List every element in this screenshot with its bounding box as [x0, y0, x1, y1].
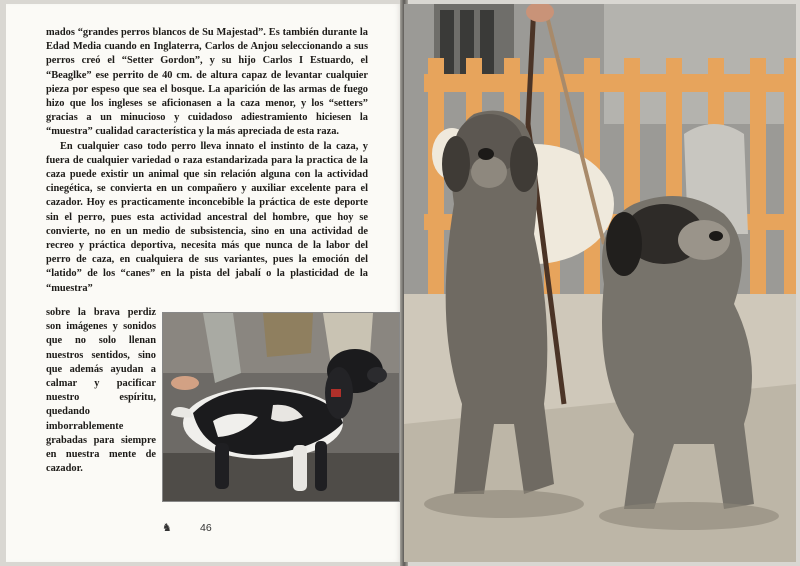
spaniel-illustration — [163, 313, 399, 501]
wirehaired-dogs-illustration — [404, 4, 796, 562]
right-page-photo — [404, 4, 796, 562]
hunter-logo-icon: ♞ — [162, 522, 172, 534]
paragraph-2: En cualquier caso todo perro lleva innato el instinto de la caza, y fuera de cualquier variedad o raza estandarizada para la practica de la caza puede existir un animal que sin relación alguna con la actividad cinegética, se convierta en un compañero y auxiliar excelente para el cazador. Hoy es practicamente inconcebible la práctica de este deporte sin el perro, pues esta actividad ancestral del hombre, que hoy se convierte, no en un medio de subsistencia, sino en una actividad de recreo y práctica deportiva, necesita más que nunca de la labor del perro de caza, en cualquiera de sus variantes, pues la emoción del “latido” de los “canes” en la pista del jabalí o la plasticidad de la “muestra” — [46, 140, 368, 294]
paragraph-1: mados “grandes perros blancos de Su Majestad”. Es también durante la Edad Media cuando en Inglaterra, Carlos de Anjou seleccionando a sus perros creó el “Setter Gordon”, y su hijo Carlos I Estuardo, el “Beaglke” ese perrito de 40 cm. de altura capaz de levantar cualquier pieza por espeso que sea el bosque. La aparición de las armas de fuego hizo que los ingleses se aficionasen a la caza menor, y los “setters” gracias a un minucioso y cuidadoso adiestramiento hiciesen la “muestra” cualidad característica y la más apreciada de esta raza. — [46, 27, 368, 138]
body-text — [46, 26, 368, 296]
page-number: 46 — [200, 522, 212, 534]
paragraph-3: sobre la brava perdiz son imágenes y sonidos que no solo llenan nuestros sentidos, sino que además ayudan a calmar y pacificar nuestro espíritu, quedando imborrablemente grabadas para siempre en nuestra mente de cazador. — [46, 307, 156, 475]
wrapped-text — [46, 306, 156, 476]
spaniel-photo — [162, 312, 400, 502]
